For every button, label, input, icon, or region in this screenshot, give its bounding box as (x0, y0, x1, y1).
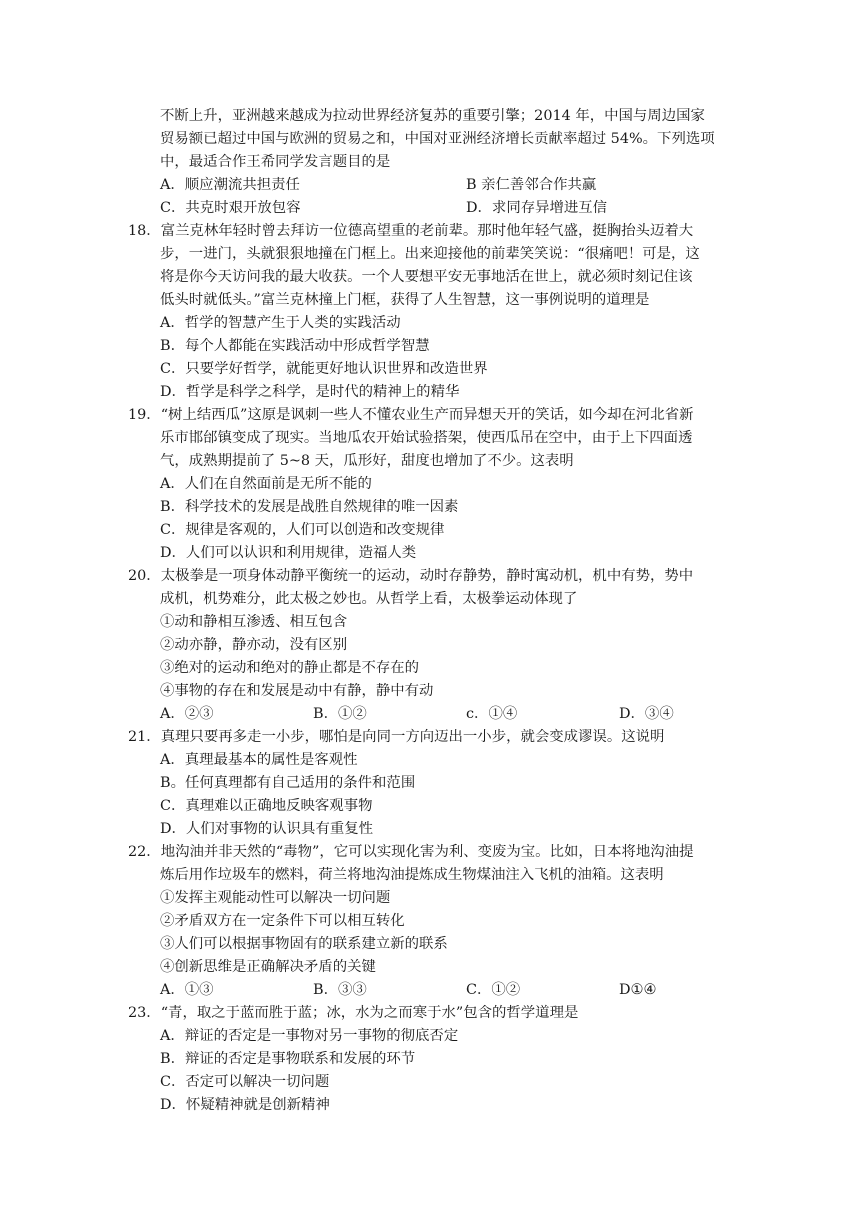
choice-a: A．①③ (160, 982, 214, 998)
statement-1: ①动和静相互渗透、相互包含 (160, 614, 348, 630)
question-text: 真理只要再多走一小步，哪怕是向同一方向迈出一小步，就会变成谬误。这说明 (160, 729, 665, 745)
statement-3: ③绝对的运动和绝对的静止都是不存在的 (160, 660, 420, 676)
option-b: B。任何真理都有自己适用的条件和范围 (160, 775, 416, 791)
q17-text-line: 不断上升，亚洲越来越成为拉动世界经济复苏的重要引擎；2014 年，中国与周边国家 (160, 108, 705, 124)
statement-4: ④创新思维是正确解决矛盾的关键 (160, 959, 376, 975)
question-number: 18． (128, 223, 161, 239)
option-b: B．每个人都能在实践活动中形成哲学智慧 (160, 338, 430, 354)
question-text-line: 炼后用作垃圾车的燃料，荷兰将地沟油提炼成生物煤油注入飞机的油箱。这表明 (160, 867, 664, 883)
statement-1: ①发挥主观能动性可以解决一切问题 (160, 890, 391, 906)
choice-b: B．①② (313, 706, 367, 722)
option-a: A．辩证的否定是一事物对另一事物的彻底否定 (160, 1028, 459, 1044)
option-d: D．人们可以认识和利用规律，造福人类 (160, 545, 417, 561)
option-c: C．只要学好哲学，就能更好地认识世界和改造世界 (160, 361, 488, 377)
question-text-line: 气，成熟期提前了 5~8 天，瓜形好，甜度也增加了不少。这表明 (160, 453, 574, 469)
question-number: 23． (128, 1005, 161, 1021)
question-text-line: 低头时就低头。”富兰克林撞上门框，获得了人生智慧，这一事例说明的道理是 (160, 292, 650, 308)
q17-option-d: D．求同存异增进互信 (466, 200, 608, 216)
q17-option-c: C．共克时艰开放包容 (160, 200, 301, 216)
choice-c: c．①④ (466, 706, 518, 722)
question-number: 20． (128, 568, 161, 584)
question-text: 太极拳是一项身体动静平衡统一的运动，动时存静势，静时寓动机，机中有势，势中 (160, 568, 694, 584)
statement-2: ②矛盾双方在一定条件下可以相互转化 (160, 913, 405, 929)
choice-d: D①④ (619, 982, 657, 998)
option-a: A．人们在自然面前是无所不能的 (160, 476, 372, 492)
option-c: C．否定可以解决一切问题 (160, 1074, 330, 1090)
question-22-line-1 (128, 841, 693, 864)
question-20-line-1 (128, 565, 693, 588)
question-number: 21． (128, 729, 161, 745)
question-text-line: 乐市邯邰镇变成了现实。当地瓜农开始试验搭架，使西瓜吊在空中，由于上下四面透 (160, 430, 693, 446)
question-text: “树上结西瓜”这原是讽刺一些人不懂农业生产而异想天开的笑话，如今却在河北省新 (160, 407, 694, 423)
q17-options-row (160, 174, 596, 197)
option-b: B．科学技术的发展是战胜自然规律的唯一因素 (160, 499, 459, 515)
q17-text-line: 贸易额已超过中国与欧洲的贸易之和，中国对亚洲经济增长贡献率超过 54%。下列选项 (160, 131, 715, 147)
option-c: C．真理难以正确地反映客观事物 (160, 798, 373, 814)
option-d: D．怀疑精神就是创新精神 (160, 1097, 330, 1113)
question-number: 22． (128, 844, 161, 860)
statement-3: ③人们可以根据事物固有的联系建立新的联系 (160, 936, 448, 952)
option-a: A．真理最基本的属性是客观性 (160, 752, 358, 768)
question-number: 19． (128, 407, 161, 423)
option-d: D．人们对事物的认识具有重复性 (160, 821, 374, 837)
question-text-line: 成机，机势难分，此太极之妙也。从哲学上看，太极拳运动体现了 (160, 591, 578, 607)
q17-option-b: B 亲仁善邻合作共赢 (466, 177, 597, 193)
statement-2: ②动亦静，静亦动，没有区别 (160, 637, 348, 653)
statement-4: ④事物的存在和发展是动中有静，静中有动 (160, 683, 434, 699)
option-b: B．辩证的否定是事物联系和发展的环节 (160, 1051, 416, 1067)
q17-text-line: 中，最适合作王希同学发言题目的是 (160, 154, 391, 170)
question-23-line-1 (128, 1002, 578, 1025)
choice-c: C．①② (466, 982, 521, 998)
option-c: C．规律是客观的，人们可以创造和改变规律 (160, 522, 445, 538)
question-19-line-1 (128, 404, 693, 427)
question-text-line: 步，一进门，头就狠狠地撞在门框上。出来迎接他的前辈笑笑说：“很痛吧！可是，这 (160, 246, 700, 262)
choices-row (160, 979, 656, 1002)
question-21-line-1 (128, 726, 664, 749)
option-a: A．哲学的智慧产生于人类的实践活动 (160, 315, 401, 331)
option-d: D．哲学是科学之科学，是时代的精神上的精华 (160, 384, 460, 400)
choice-d: D．③④ (619, 706, 674, 722)
choice-a: A．②③ (160, 706, 214, 722)
choices-row (160, 703, 674, 726)
choice-b: B．③③ (313, 982, 367, 998)
question-text: 富兰克林年轻时曾去拜访一位德高望重的老前辈。那时他年轻气盛，挺胸抬头迈着大 (160, 223, 694, 239)
question-18-line-1 (128, 220, 693, 243)
question-text: 地沟油并非天然的“毒物”，它可以实现化害为利、变废为宝。比如，日本将地沟油提 (160, 844, 694, 860)
question-text: “青，取之于蓝而胜于蓝；冰，水为之而寒于水”包含的哲学道理是 (160, 1005, 579, 1021)
q17-options-row (160, 197, 607, 220)
q17-option-a: A．顺应潮流共担责任 (160, 177, 300, 193)
question-text-line: 将是你今天访问我的最大收获。一个人要想平安无事地活在世上，就必须时刻记住该 (160, 269, 693, 285)
